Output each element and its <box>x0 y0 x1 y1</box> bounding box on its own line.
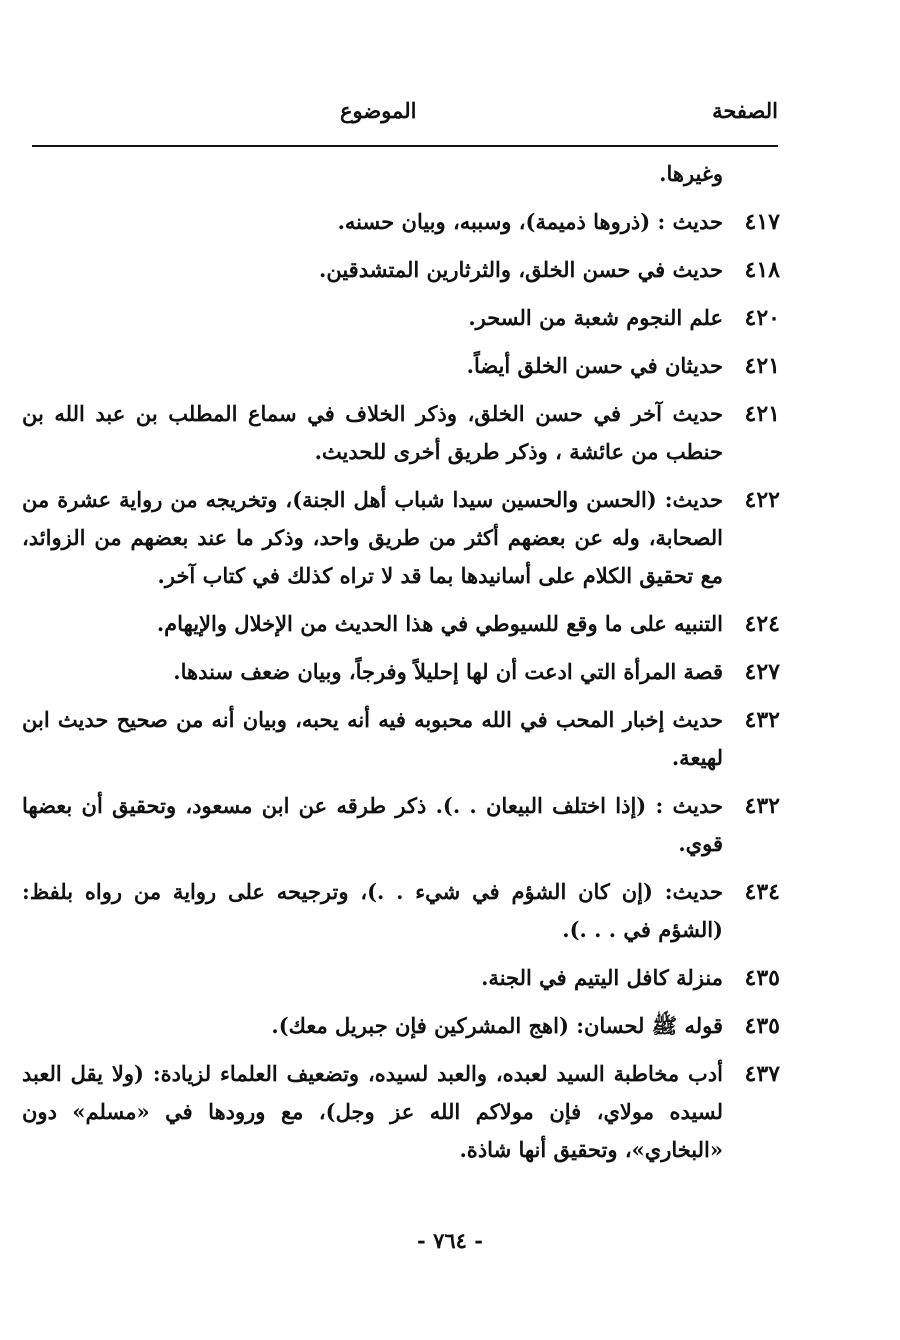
page-column-header: الصفحة <box>712 98 778 123</box>
list-item <box>22 155 780 193</box>
entry-text: حديث: (إن كان الشؤم في شيء . .)، وترجيحه على رواية من رواه بلفظ: (الشؤم في . . .). <box>22 879 723 942</box>
entry-text: حديث آخر في حسن الخلق، وذكر الخلاف في سماع المطلب بن عبد الله بن حنطب من عائشة ، وذكر طريق أخرى للحديث. <box>22 401 723 464</box>
topic-column-header: الموضوع <box>340 98 417 123</box>
entry-page-number: ٤٣٥ <box>744 965 780 991</box>
list-item <box>22 1007 780 1045</box>
list-item <box>22 701 780 777</box>
list-item <box>22 299 780 337</box>
list-item <box>22 605 780 643</box>
entry-page-number: ٤٢٢ <box>744 487 780 513</box>
entry-text: حديث : (ذروها ذميمة)، وسببه، وبيان حسنه. <box>337 209 723 234</box>
list-item <box>22 653 780 691</box>
entry-page-number: ٤١٨ <box>744 257 780 283</box>
entry-text: حديث: (الحسن والحسين سيدا شباب أهل الجنة)، وتخريجه من رواية عشرة من الصحابة، وله عن بعضهم أكثر من طريق واحد، وذكر ما عند بعضهم من الزوائد، مع تحقيق الكلام على أسانيدها بما قد لا تراه كذلك في كتاب آخر. <box>22 487 723 588</box>
entry-page-number: ٤٢٧ <box>744 659 780 685</box>
list-item <box>22 959 780 997</box>
entry-page-number: ٤٣٥ <box>744 1013 780 1039</box>
entry-text: حديثان في حسن الخلق أيضاً. <box>466 353 723 378</box>
list-item <box>22 1055 780 1169</box>
list-item <box>22 395 780 471</box>
list-item <box>22 873 780 949</box>
entry-text: أدب مخاطبة السيد لعبده، والعبد لسيده، وتضعيف العلماء لزيادة: (ولا يقل العبد لسيده مولاي، فإن مولاكم الله عز وجل)، مع ورودها في «مسلم» دون «البخاري»، وتحقيق أنها شاذة. <box>22 1061 723 1162</box>
list-item <box>22 787 780 863</box>
entry-page-number: ٤٣٢ <box>744 793 780 819</box>
entry-text: منزلة كافل اليتيم في الجنة. <box>481 965 723 990</box>
entry-page-number: ٤٢٠ <box>744 305 780 331</box>
page-number: - ٧٦٤ - <box>417 1228 483 1253</box>
list-item <box>22 481 780 595</box>
entry-page-number: ٤٢١ <box>744 401 780 427</box>
entry-text: حديث في حسن الخلق، والثرثارين المتشدقين. <box>319 257 723 282</box>
entry-text: التنبيه على ما وقع للسيوطي في هذا الحديث من الإخلال والإيهام. <box>156 611 723 636</box>
entry-page-number: ٤٣٧ <box>744 1061 780 1087</box>
header-divider <box>32 145 778 147</box>
entry-text: قصة المرأة التي ادعت أن لها إحليلاً وفرجاً، وبيان ضعف سندها. <box>173 659 723 684</box>
entry-text: وغيرها. <box>659 161 723 186</box>
entry-text: حديث : (إذا اختلف البيعان . .). ذكر طرقه عن ابن مسعود، وتحقيق أن بعضها قوي. <box>22 793 723 856</box>
entry-page-number: ٤٣٤ <box>744 879 780 905</box>
index-list <box>22 155 780 1169</box>
entry-page-number: ٤٣٢ <box>744 707 780 733</box>
entry-text: علم النجوم شعبة من السحر. <box>468 305 723 330</box>
list-item <box>22 251 780 289</box>
list-item <box>22 203 780 241</box>
entry-text: قوله ﷺ لحسان: (اهج المشركين فإن جبريل معك). <box>271 1013 723 1038</box>
entry-page-number: ٤١٧ <box>744 209 780 235</box>
entry-page-number: ٤٢٤ <box>744 611 780 637</box>
entry-text: حديث إخبار المحب في الله محبوبه فيه أنه يحبه، وبيان أنه من صحيح حديث ابن لهيعة. <box>22 707 723 770</box>
entry-page-number: ٤٢١ <box>744 353 780 379</box>
list-item <box>22 347 780 385</box>
